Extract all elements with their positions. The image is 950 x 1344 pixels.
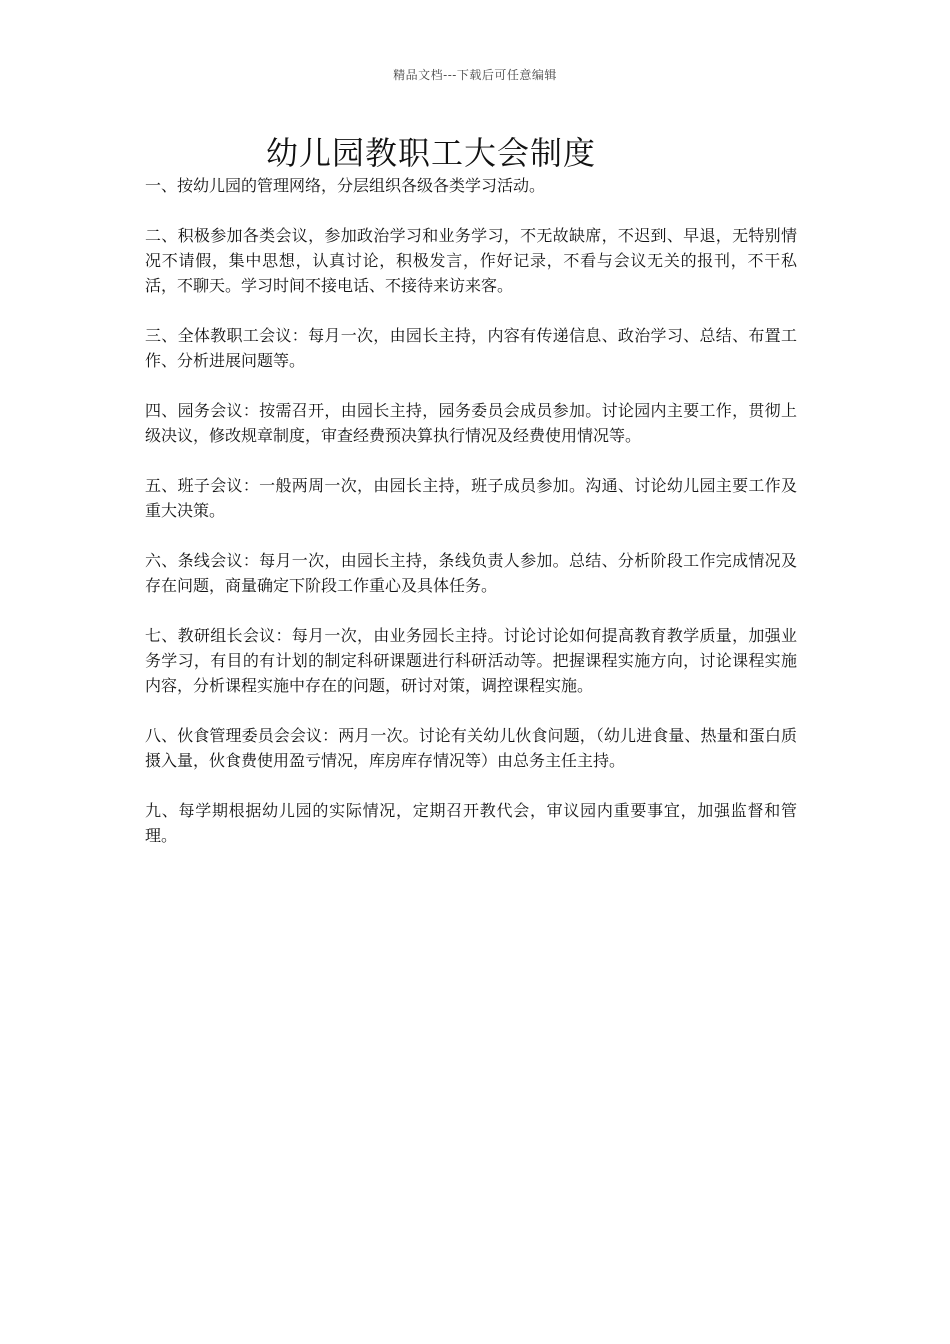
paragraph-9: 九、每学期根据幼儿园的实际情况，定期召开教代会，审议园内重要事宜，加强监督和管理。 [145,801,797,845]
paragraph-5: 五、班子会议：一般两周一次，由园长主持，班子成员参加。沟通、讨论幼儿园主要工作及重大决策。 [145,476,797,520]
paragraph-8: 八、伙食管理委员会会议：两月一次。讨论有关幼儿伙食问题，（幼儿进食量、热量和蛋白质摄入量，伙食费使用盈亏情况，库房库存情况等）由总务主任主持。 [145,726,797,770]
document-title: 幼儿园教职工大会制度 [265,134,596,172]
paragraph-3: 三、全体教职工会议：每月一次，由园长主持，内容有传递信息、政治学习、总结、布置工作、分析进展问题等。 [145,326,797,370]
document-body [145,173,797,873]
paragraph-2: 二、积极参加各类会议，参加政治学习和业务学习，不无故缺席，不迟到、早退，无特别情况不请假，集中思想，认真讨论，积极发言，作好记录，不看与会议无关的报刊，不干私活，不聊天。学习时间不接电话、不接待来访来客。 [145,226,797,295]
paragraph-4: 四、园务会议：按需召开，由园长主持，园务委员会成员参加。讨论园内主要工作，贯彻上级决议，修改规章制度，审查经费预决算执行情况及经费使用情况等。 [145,401,797,445]
paragraph-1: 一、按幼儿园的管理网络，分层组织各级各类学习活动。 [145,176,546,195]
header-note: 精品文档---下载后可任意编辑 [393,68,557,82]
paragraph-6: 六、条线会议：每月一次，由园长主持，条线负责人参加。总结、分析阶段工作完成情况及存在问题，商量确定下阶段工作重心及具体任务。 [145,551,797,595]
paragraph-7: 七、教研组长会议：每月一次，由业务园长主持。讨论讨论如何提高教育教学质量，加强业务学习，有目的有计划的制定科研课题进行科研活动等。把握课程实施方向，讨论课程实施内容，分析课程实施中存在的问题，研讨对策，调控课程实施。 [145,626,797,695]
